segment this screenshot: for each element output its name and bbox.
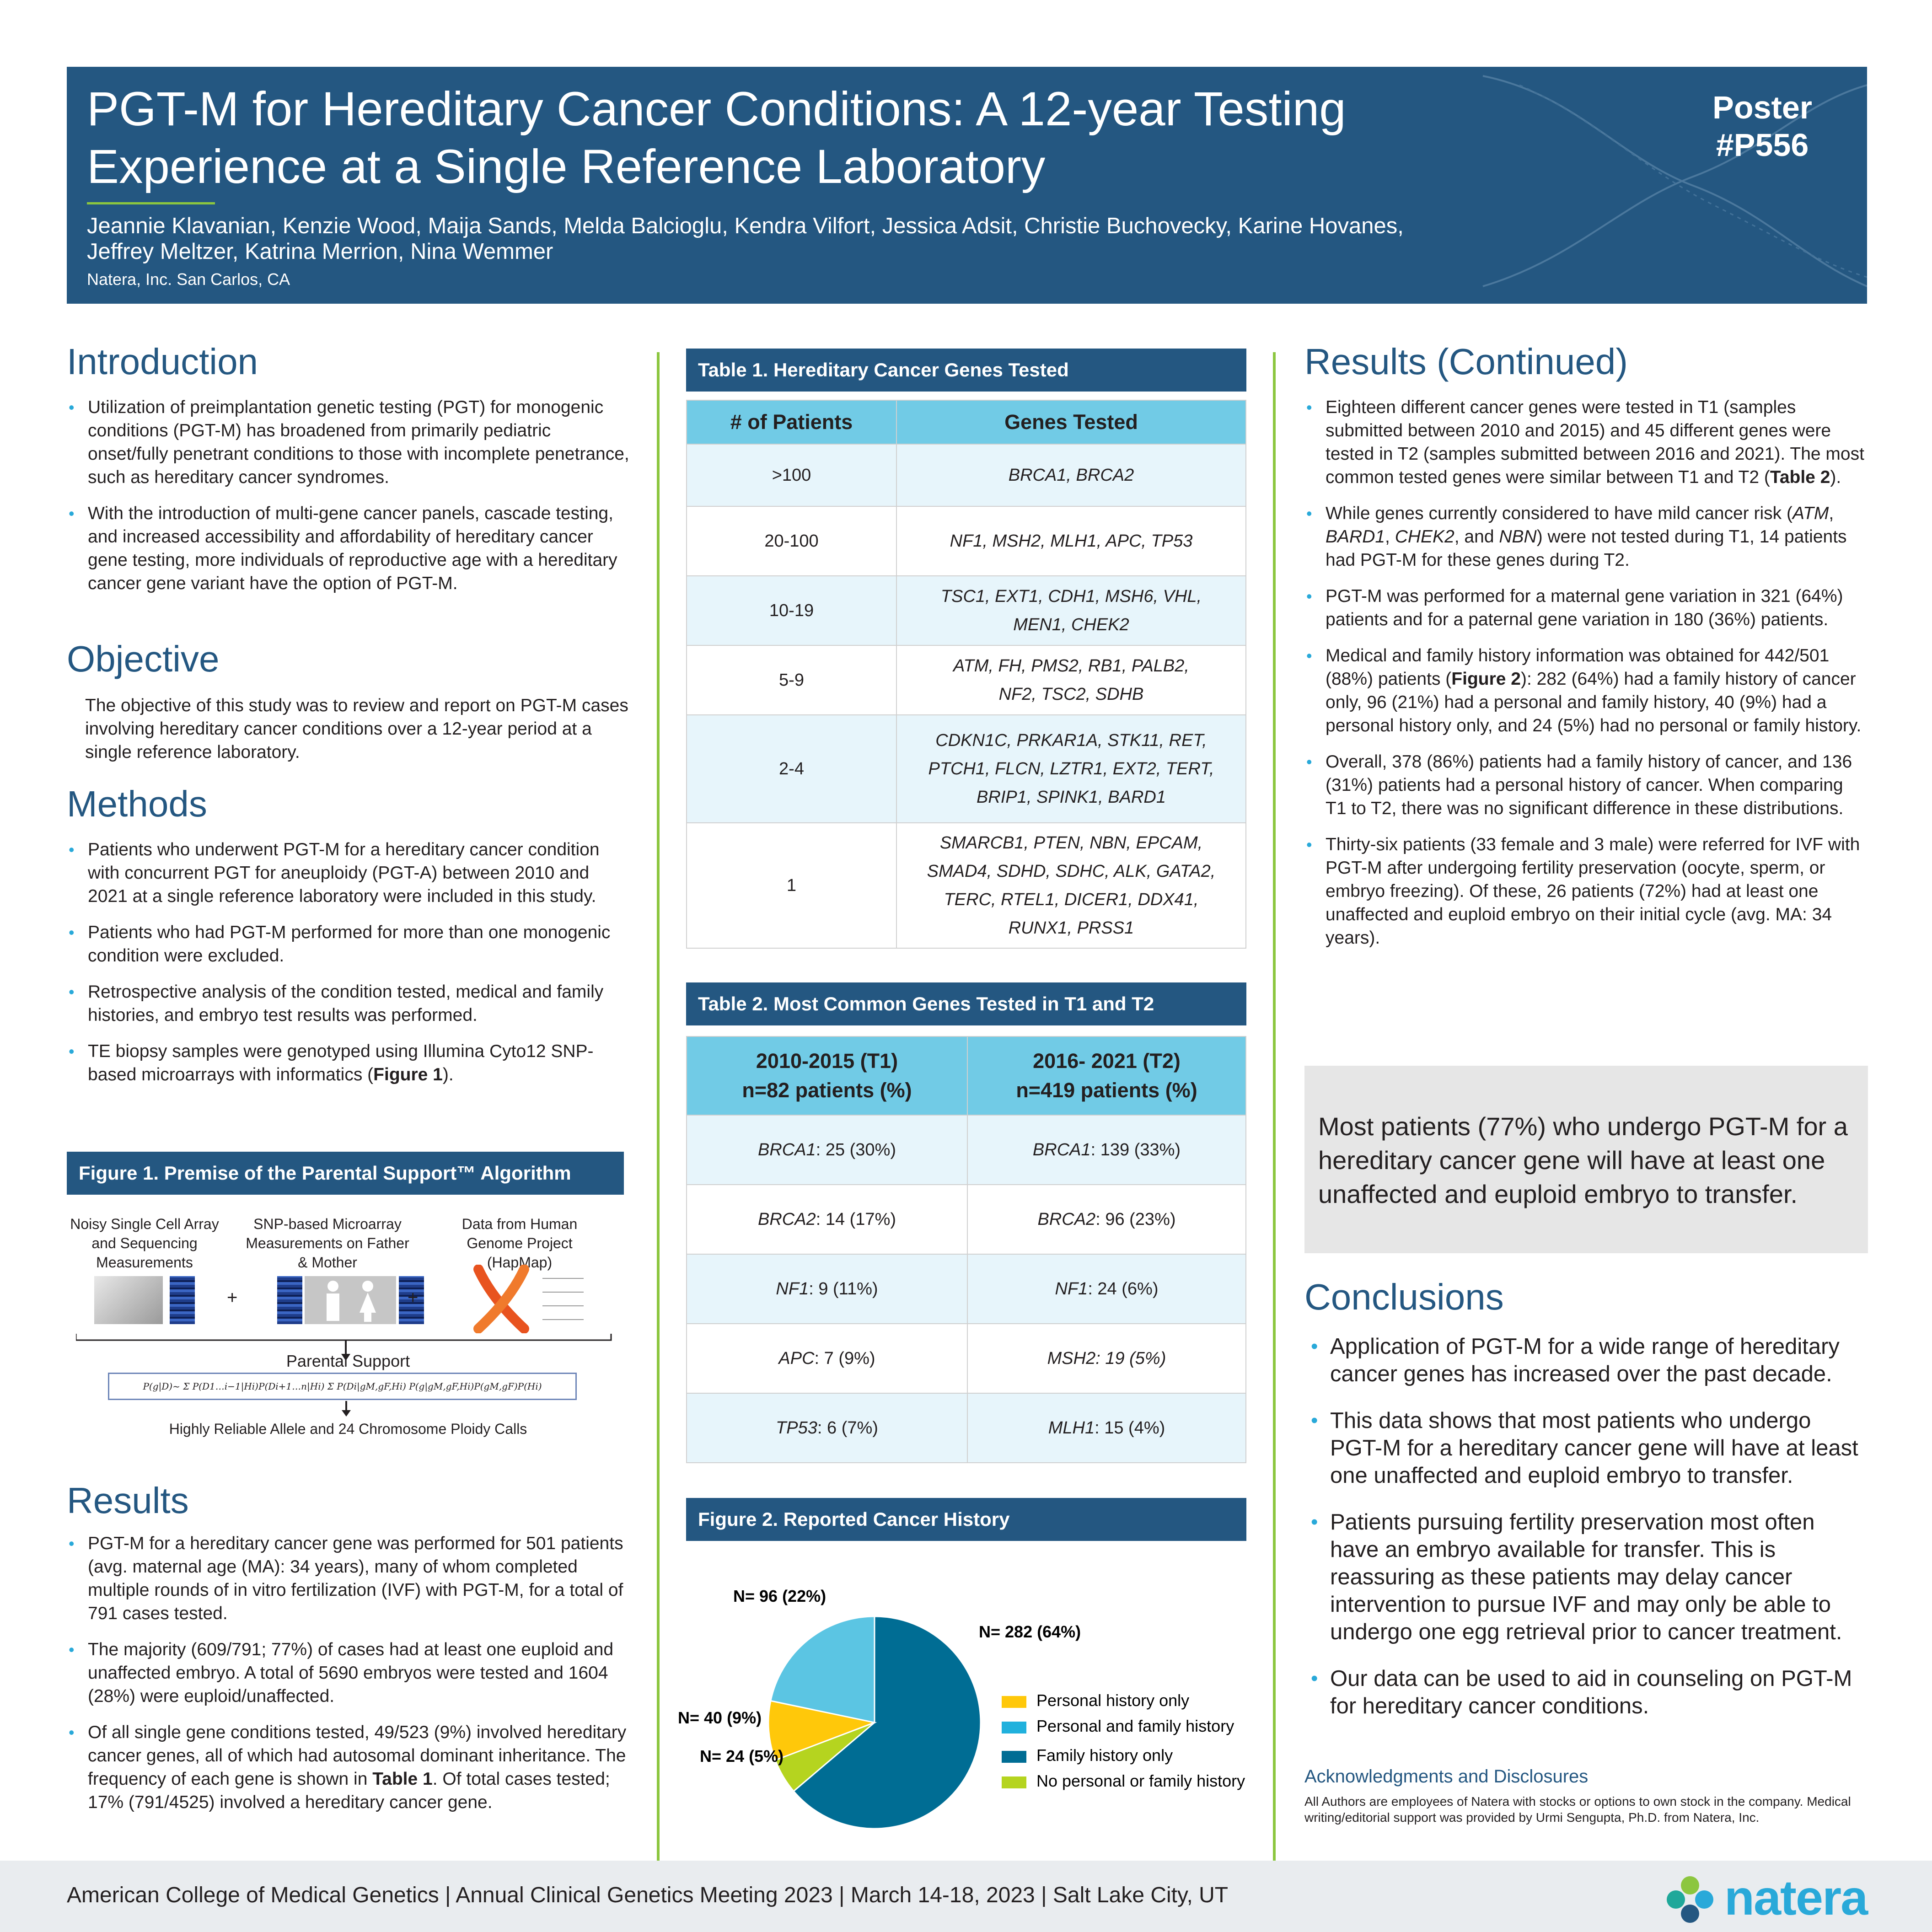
genes-cell: CDKN1C, PRKAR1A, STK11, RET, PTCH1, FLCN, LZTR1, EXT2, TERT, BRIP1, SPINK1, BARD1	[896, 715, 1246, 823]
author-list	[87, 213, 1459, 264]
gene-name: NBN	[1499, 527, 1537, 547]
parents-icon	[305, 1276, 396, 1324]
table2-grid	[686, 1036, 1246, 1463]
table1-grid	[686, 400, 1246, 949]
poster-footer	[0, 1861, 1932, 1932]
list-item: • Our data can be used to aid in counseling on PGT-M for hereditary cancer conditions.	[1309, 1665, 1868, 1720]
gene-count: : 24 (6%)	[1088, 1279, 1159, 1299]
genes-cell: NF1, MSH2, MLH1, APC, TP53	[896, 506, 1246, 576]
gene-count: : 6 (7%)	[817, 1418, 878, 1438]
authors-line-1: Jeannie Klavanian, Kenzie Wood, Maija Sands, Melda Balcioglu, Kendra Vilfort, Jessica Adsit, Christie Buchovecky, Karine Hovanes,	[87, 214, 1404, 238]
gene-count: : 7 (9%)	[814, 1349, 875, 1368]
gene-count: : 15 (4%)	[1095, 1418, 1165, 1438]
poster-id: #P556	[1716, 127, 1809, 163]
poster-header	[67, 67, 1867, 304]
t2-cell	[967, 1115, 1246, 1185]
title-line-2: Experience at a Single Reference Laboratory	[87, 140, 1046, 193]
t2-cell	[967, 1393, 1246, 1463]
gene-name: NF1	[1055, 1279, 1088, 1299]
patient-count: 2-4	[687, 715, 896, 823]
genes-cell: TSC1, EXT1, CDH1, MSH6, VHL, MEN1, CHEK2	[896, 576, 1246, 645]
text-run: ): 282 (64%) had a family history of cancer only, 96 (21%) had a personal and family history, 40 (9%) had a personal history only, and 24 (5%) had no personal or family history.	[1326, 669, 1862, 735]
gene-name: BRCA2	[757, 1210, 816, 1229]
gene-name: MSH2: 19 (5%)	[1047, 1349, 1166, 1368]
legend-swatch	[1002, 1776, 1026, 1788]
t2-cell	[967, 1324, 1246, 1393]
gene-name: BRCA1	[1032, 1140, 1091, 1159]
column-divider-2	[1273, 352, 1276, 1862]
gene-name: NF1	[776, 1279, 809, 1299]
text-run: TE biopsy samples were genotyped using Illumina Cyto12 SNP-based microarrays with informatics (	[88, 1041, 594, 1084]
poster-number	[1712, 89, 1812, 164]
table2	[686, 1036, 1246, 1463]
table-header-row	[687, 1036, 1246, 1115]
header-line: 2016- 2021 (T2)	[1033, 1049, 1181, 1073]
methods-heading: Methods	[67, 784, 207, 824]
t1-cell	[687, 1115, 967, 1185]
table-row	[687, 1254, 1246, 1324]
chromosome-icon	[465, 1265, 602, 1333]
table-ref: Table 2	[1770, 467, 1830, 487]
list-item: • While genes currently considered to have mild cancer risk (ATM, BARD1, CHEK2, and NBN) were not tested during T1, 14 patients had PGT-M for these genes during T2.	[1304, 502, 1868, 572]
results-list	[67, 1532, 629, 1814]
slice-label: N= 96 (22%)	[733, 1587, 826, 1605]
column-header: # of Patients	[687, 400, 896, 444]
figure1-diagram	[67, 1214, 629, 1448]
legend-swatch	[1002, 1751, 1026, 1763]
table1	[686, 400, 1246, 949]
genes-cell: SMARCB1, PTEN, NBN, EPCAM, SMAD4, SDHD, SDHC, ALK, GATA2, TERC, RTEL1, DICER1, DDX41, RUNX1, PRSS1	[896, 823, 1246, 948]
array-image	[170, 1276, 195, 1324]
pipette-image	[94, 1276, 163, 1324]
gene-name: MLH1	[1048, 1418, 1095, 1438]
list-item: • Overall, 378 (86%) patients had a family history of cancer, and 136 (31%) patients had a personal history of cancer. When comparing T1 to T2, there was no significant difference in these distributions.	[1304, 750, 1868, 820]
table-row	[687, 576, 1246, 645]
figure-ref: Figure 1	[373, 1065, 443, 1084]
panel1-label: Noisy Single Cell Array and Sequencing Measurements	[70, 1216, 219, 1271]
table-row	[687, 823, 1246, 948]
gene-count: : 14 (17%)	[816, 1210, 896, 1229]
list-item: • This data shows that most patients who undergo PGT-M for a hereditary cancer gene will have at least one unaffected and euploid embryo to transfer.	[1309, 1407, 1868, 1489]
list-item: • PGT-M for a hereditary cancer gene was performed for 501 patients (avg. maternal age (MA): 34 years), many of whom completed multiple rounds of in vitro fertilization (IVF) with PGT-M, for a total of 791 cases tested.	[67, 1532, 629, 1625]
acknowledgments-text: All Authors are employees of Natera with stocks or options to own stock in the company. Medical writing/editorial support was provided by Urmi Sengupta, Ph.D. from Natera, Inc.	[1304, 1794, 1851, 1825]
legend-label: Personal and family history	[1036, 1717, 1234, 1735]
parents-image	[305, 1276, 396, 1324]
list-item	[1304, 644, 1868, 737]
legend-swatch	[1002, 1696, 1026, 1708]
methods-list	[67, 838, 629, 1086]
introduction-section	[67, 341, 629, 608]
affiliation: Natera, Inc. San Carlos, CA	[87, 270, 290, 289]
gene-count: : 96 (23%)	[1095, 1210, 1176, 1229]
results-continued-heading: Results (Continued)	[1304, 341, 1628, 382]
header-line: n=82 patients (%)	[742, 1079, 912, 1102]
patient-count: 1	[687, 823, 896, 948]
conclusions-list	[1304, 1333, 1868, 1720]
gene-name: CHEK2	[1395, 527, 1454, 547]
meeting-info: American College of Medical Genetics | Annual Clinical Genetics Meeting 2023 | March 14-18, 2023 | Salt Lake City, UT	[67, 1883, 1229, 1907]
table-row	[687, 1185, 1246, 1254]
plus-sign: +	[227, 1288, 238, 1308]
title-line-1: PGT-M for Hereditary Cancer Conditions: A 12-year Testing	[87, 82, 1346, 136]
column-header-t1	[687, 1036, 967, 1115]
natera-logo-icon	[1665, 1874, 1715, 1925]
column-header: Genes Tested	[896, 400, 1246, 444]
table-header-row	[687, 400, 1246, 444]
header-line: n=419 patients (%)	[1016, 1079, 1197, 1102]
results-section	[67, 1480, 629, 1827]
list-item: • The majority (609/791; 77%) of cases had at least one euploid and unaffected embryo. A total of 5690 embryos were tested and 1604 (28%) were euploid/unaffected.	[67, 1638, 629, 1708]
column-divider-1	[657, 352, 660, 1862]
table-row	[687, 1324, 1246, 1393]
gene-name: BARD1	[1326, 527, 1385, 547]
patient-count: 5-9	[687, 645, 896, 715]
list-item: • PGT-M was performed for a maternal gene variation in 321 (64%) patients and for a paternal gene variation in 180 (36%) patients.	[1304, 585, 1868, 631]
legend-label: Personal history only	[1036, 1691, 1190, 1710]
figure-ref: Figure 2	[1451, 669, 1521, 689]
t1-cell	[687, 1324, 967, 1393]
list-item	[67, 1040, 629, 1086]
genes-cell: ATM, FH, PMS2, RB1, PALB2, NF2, TSC2, SDHB	[896, 645, 1246, 715]
text-run: Medical and family history information was obtained for 442/501 (88%) patients (	[1326, 646, 1830, 689]
t1-cell	[687, 1393, 967, 1463]
results-continued-section	[1304, 341, 1868, 962]
list-item: • Patients who underwent PGT-M for a hereditary cancer condition with concurrent PGT for aneuploidy (PGT-A) between 2010 and 2021 at a single reference laboratory were included in this study.	[67, 838, 629, 908]
objective-section	[67, 638, 629, 764]
table-row	[687, 1393, 1246, 1463]
table-ref: Table 1	[372, 1769, 433, 1789]
results-heading: Results	[67, 1480, 189, 1521]
introduction-list	[67, 396, 629, 595]
acknowledgments-heading: Acknowledgments and Disclosures	[1304, 1766, 1589, 1787]
panel2-label: SNP-based Microarray Measurements on Father & Mother	[246, 1216, 409, 1271]
list-item: • Patients who had PGT-M performed for more than one monogenic condition were excluded.	[67, 921, 629, 967]
text-run: While genes currently considered to have mild cancer risk (	[1326, 504, 1792, 523]
list-item: • Patients pursuing fertility preservation most often have an embryo available for transfer. This is reassuring as these patients may delay cancer intervention to pursue IVF and may only be able to undergo one egg retrieval prior to cancer treatment.	[1309, 1508, 1868, 1646]
patient-count: 10-19	[687, 576, 896, 645]
acknowledgments-section	[1304, 1766, 1868, 1825]
t2-cell	[967, 1254, 1246, 1324]
gene-count: : 139 (33%)	[1090, 1140, 1181, 1159]
table1-caption: Table 1. Hereditary Cancer Genes Tested	[686, 349, 1246, 392]
table-row	[687, 645, 1246, 715]
text-run: . Of total cases tested; 17% (791/4525) involved a hereditary cancer gene.	[88, 1769, 610, 1812]
objective-heading: Objective	[67, 639, 220, 679]
list-item	[1304, 396, 1868, 489]
title-underline	[87, 202, 215, 204]
text-run: Of all single gene conditions tested, 49/523 (9%) involved hereditary cancer genes, all of which had autosomal dominant inheritance. The frequency of each gene is shown in	[88, 1723, 627, 1789]
slice-label: N= 40 (9%)	[678, 1708, 762, 1727]
legend-label: No personal or family history	[1036, 1771, 1245, 1790]
formula-box: P(g|D)~ Σ P(D1…i−1|Hi)P(Di+1…n|Hi) Σ P(Di|gM,gF,Hi) P(g|gM,gF,Hi)P(gM,gF)P(Hi)	[108, 1373, 577, 1400]
authors-line-2: Jeffrey Meltzer, Katrina Merrion, Nina Wemmer	[87, 239, 553, 264]
t2-cell	[967, 1185, 1246, 1254]
text-run: ).	[1830, 467, 1841, 487]
list-item: • Application of PGT-M for a wide range of hereditary cancer genes has increased over the past decade.	[1309, 1333, 1868, 1388]
text-run: Eighteen different cancer genes were tested in T1 (samples submitted between 2010 and 2015) and 45 different genes were tested in T2 (samples submitted between 2016 and 2021). The most common tested genes were similar between T1 and T2 (	[1326, 397, 1864, 487]
slice-label: N= 282 (64%)	[979, 1622, 1081, 1641]
parental-support-label: Parental Support	[286, 1352, 410, 1370]
gene-count: : 9 (11%)	[809, 1279, 878, 1299]
conclusions-section	[1304, 1276, 1868, 1739]
introduction-heading: Introduction	[67, 341, 258, 382]
list-item	[67, 1721, 629, 1814]
cancer-history-pie-chart	[677, 1573, 1272, 1839]
list-item: • With the introduction of multi-gene cancer panels, cascade testing, and increased accessibility and affordability of hereditary cancer gene testing, more individuals of reproductive age with a hereditary cancer gene variant have the option of PGT-M.	[67, 502, 629, 595]
plus-sign-2: +	[408, 1288, 419, 1308]
genes-cell: BRCA1, BRCA2	[896, 444, 1246, 506]
figure1-caption: Figure 1. Premise of the Parental Support™ Algorithm	[67, 1152, 624, 1195]
gene-name: BRCA1	[757, 1140, 816, 1159]
legend-swatch	[1002, 1722, 1026, 1733]
list-item: • Retrospective analysis of the condition tested, medical and family histories, and embryo test results was performed.	[67, 980, 629, 1027]
table2-caption: Table 2. Most Common Genes Tested in T1 and T2	[686, 982, 1246, 1025]
list-item: • Thirty-six patients (33 female and 3 male) were referred for IVF with PGT-M after undergoing fertility preservation (oocyte, sperm, or embryo freezing). Of these, 26 patients (72%) had at least one unaffected and euploid embryo on their initial cycle (avg. MA: 34 years).	[1304, 833, 1868, 950]
gene-name: BRCA2	[1037, 1210, 1096, 1229]
key-finding-callout: Most patients (77%) who undergo PGT-M for a hereditary cancer gene will have at least one unaffected and euploid embryo to transfer.	[1304, 1066, 1868, 1253]
gene-count: : 25 (30%)	[816, 1140, 896, 1159]
array-image	[277, 1276, 302, 1324]
poster-title	[87, 80, 1413, 196]
slice-label: N= 24 (5%)	[700, 1747, 784, 1766]
gene-name: ATM	[1792, 504, 1829, 523]
gene-name: TP53	[776, 1418, 817, 1438]
text-run: ).	[442, 1065, 454, 1084]
column-header-t2	[967, 1036, 1246, 1115]
patient-count: >100	[687, 444, 896, 506]
figure1-result: Highly Reliable Allele and 24 Chromosome Ploidy Calls	[169, 1421, 527, 1437]
header-line: 2010-2015 (T1)	[756, 1049, 898, 1073]
table-row	[687, 715, 1246, 823]
conclusions-heading: Conclusions	[1304, 1277, 1504, 1317]
down-arrow-icon	[341, 1401, 351, 1417]
legend-label: Family history only	[1036, 1746, 1173, 1765]
t1-cell	[687, 1185, 967, 1254]
table-row	[687, 506, 1246, 576]
text-run: ) were not tested during T1, 14 patients had PGT-M for these genes during T2.	[1326, 527, 1847, 570]
natera-logo: natera	[1724, 1870, 1868, 1925]
figure2-caption: Figure 2. Reported Cancer History	[686, 1498, 1246, 1541]
table-row	[687, 444, 1246, 506]
t1-cell	[687, 1254, 967, 1324]
methods-section	[67, 783, 629, 1099]
patient-count: 20-100	[687, 506, 896, 576]
table-row	[687, 1115, 1246, 1185]
list-item: • Utilization of preimplantation genetic testing (PGT) for monogenic conditions (PGT-M) has broadened from primarily pediatric onset/fully penetrant conditions to those with incomplete penetrance, such as hereditary cancer syndromes.	[67, 396, 629, 489]
objective-text: The objective of this study was to review and report on PGT-M cases involving hereditary cancer conditions over a 12-year period at a single reference laboratory.	[85, 696, 628, 762]
poster-label: Poster	[1712, 90, 1812, 125]
panel3-label: Data from Human Genome Project (HapMap)	[462, 1216, 578, 1271]
results-continued-list	[1304, 396, 1868, 950]
gene-name: APC	[778, 1349, 815, 1368]
